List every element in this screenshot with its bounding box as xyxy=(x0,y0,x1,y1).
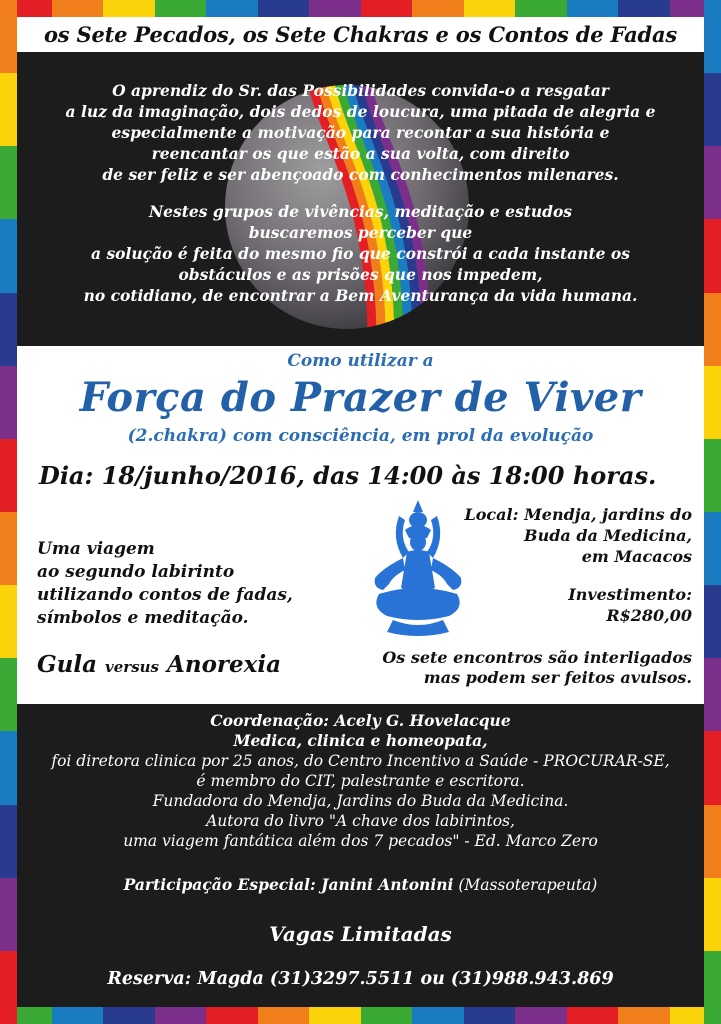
border-segment xyxy=(704,219,721,292)
border-segment xyxy=(258,0,310,17)
border-segment xyxy=(618,1007,670,1024)
investment-text: Investimento: R$280,00 xyxy=(568,585,692,625)
border-segment xyxy=(309,1007,361,1024)
border-segment xyxy=(0,512,17,585)
page-title: os Sete Pecados, os Sete Chakras e os Contos de Fadas xyxy=(43,22,678,47)
border-segment xyxy=(258,1007,310,1024)
border-segment xyxy=(567,1007,619,1024)
coordination-role: Medica, clinica e homeopata, xyxy=(233,731,488,750)
intro-text xyxy=(17,80,704,322)
border-segment xyxy=(155,1007,207,1024)
intro-paragraph-1: O aprendiz do Sr. das Possibilidades convida-o a resgatar a luz da imaginação, dois dedos de loucura, uma pitada de alegria e especialmente a motivação para recontar a sua história e reencantar os que estão a sua volta, com direito de ser feliz e ser abençoado com conhecimentos milenares. xyxy=(65,81,656,184)
border-segment xyxy=(704,731,721,804)
event-subtitle: (2.chakra) com consciência, em prol da evolução xyxy=(127,426,594,446)
border-segment xyxy=(0,731,17,804)
event-date: Dia: 18/junho/2016, das 14:00 às 18:00 horas. xyxy=(39,461,657,490)
border-segment xyxy=(704,512,721,585)
border-segment xyxy=(704,658,721,731)
border-segment xyxy=(0,805,17,878)
rainbow-border-bottom xyxy=(0,1007,721,1024)
border-segment xyxy=(0,658,17,731)
border-segment xyxy=(155,0,207,17)
border-segment xyxy=(103,0,155,17)
event-title: Força do Prazer de Viver xyxy=(79,374,642,421)
event-lead: Como utilizar a xyxy=(287,351,434,371)
sessions-note: Os sete encontros são interligados mas podem ser feitos avulsos. xyxy=(382,648,692,687)
border-segment xyxy=(206,1007,258,1024)
rainbow-border-right xyxy=(704,0,721,1024)
border-segment xyxy=(412,0,464,17)
border-segment xyxy=(0,951,17,1024)
theme-line: Gula versus Anorexia xyxy=(37,651,282,678)
border-segment xyxy=(0,0,17,73)
special-participation: Participação Especial: Janini Antonini (Massoterapeuta) xyxy=(123,875,598,894)
border-segment xyxy=(0,878,17,951)
border-segment xyxy=(618,0,670,17)
border-segment xyxy=(52,1007,104,1024)
border-segment xyxy=(361,1007,413,1024)
border-segment xyxy=(309,0,361,17)
event-section xyxy=(17,346,704,704)
coordination-heading: Coordenação: Acely G. Hovelacque xyxy=(210,711,511,730)
border-segment xyxy=(464,0,516,17)
border-segment xyxy=(704,951,721,1024)
border-segment xyxy=(103,1007,155,1024)
border-segment xyxy=(0,73,17,146)
border-segment xyxy=(704,73,721,146)
border-segment xyxy=(704,805,721,878)
border-segment xyxy=(704,0,721,73)
border-segment xyxy=(0,366,17,439)
border-segment xyxy=(52,0,104,17)
border-segment xyxy=(704,293,721,366)
border-segment xyxy=(704,439,721,512)
border-segment xyxy=(515,1007,567,1024)
border-segment xyxy=(704,878,721,951)
reservation-contact: Reserva: Magda (31)3297.5511 ou (31)988.943.869 xyxy=(107,969,614,989)
intro-paragraph-2: Nestes grupos de vivências, meditação e estudos buscaremos perceber que a solução é feita do mesmo fio que constrói a cada instante os obstáculos e as prisões que nos impedem, no cotidiano, de encontrar a Bem Aventurança da vida humana. xyxy=(83,202,638,305)
border-segment xyxy=(0,439,17,512)
border-segment xyxy=(206,0,258,17)
border-segment xyxy=(0,293,17,366)
rainbow-border-left xyxy=(0,0,17,1024)
border-segment xyxy=(515,0,567,17)
coordination-section xyxy=(17,704,704,1007)
border-segment xyxy=(464,1007,516,1024)
border-segment xyxy=(704,585,721,658)
border-segment xyxy=(0,585,17,658)
border-segment xyxy=(704,146,721,219)
border-segment xyxy=(0,146,17,219)
limited-spots: Vagas Limitadas xyxy=(269,922,452,946)
border-segment xyxy=(361,0,413,17)
header-band xyxy=(17,17,704,52)
rainbow-border-top xyxy=(0,0,721,17)
border-segment xyxy=(0,219,17,292)
coordination-text: Coordenação: Acely G. Hovelacque Medica, clinica e homeopata, foi diretora clinica por 25 anos, do Centro Incentivo a Saúde - PROCURAR-SE, é membro do CIT, palestrante e escritora. Fundadora do Mendja, Jardins do Buda da Medicina. Autora do livro "A chave dos labirintos, uma viagem fantática além dos 7 pecados" - Ed. Marco Zero xyxy=(17,711,704,851)
intro-section xyxy=(17,52,704,346)
location-text: Local: Mendja, jardins do Buda da Medicina, em Macacos xyxy=(464,505,692,566)
border-segment xyxy=(567,0,619,17)
border-segment xyxy=(412,1007,464,1024)
journey-text: Uma viagem ao segundo labirinto utilizando contos de fadas, símbolos e meditação. xyxy=(37,539,293,628)
border-segment xyxy=(704,366,721,439)
